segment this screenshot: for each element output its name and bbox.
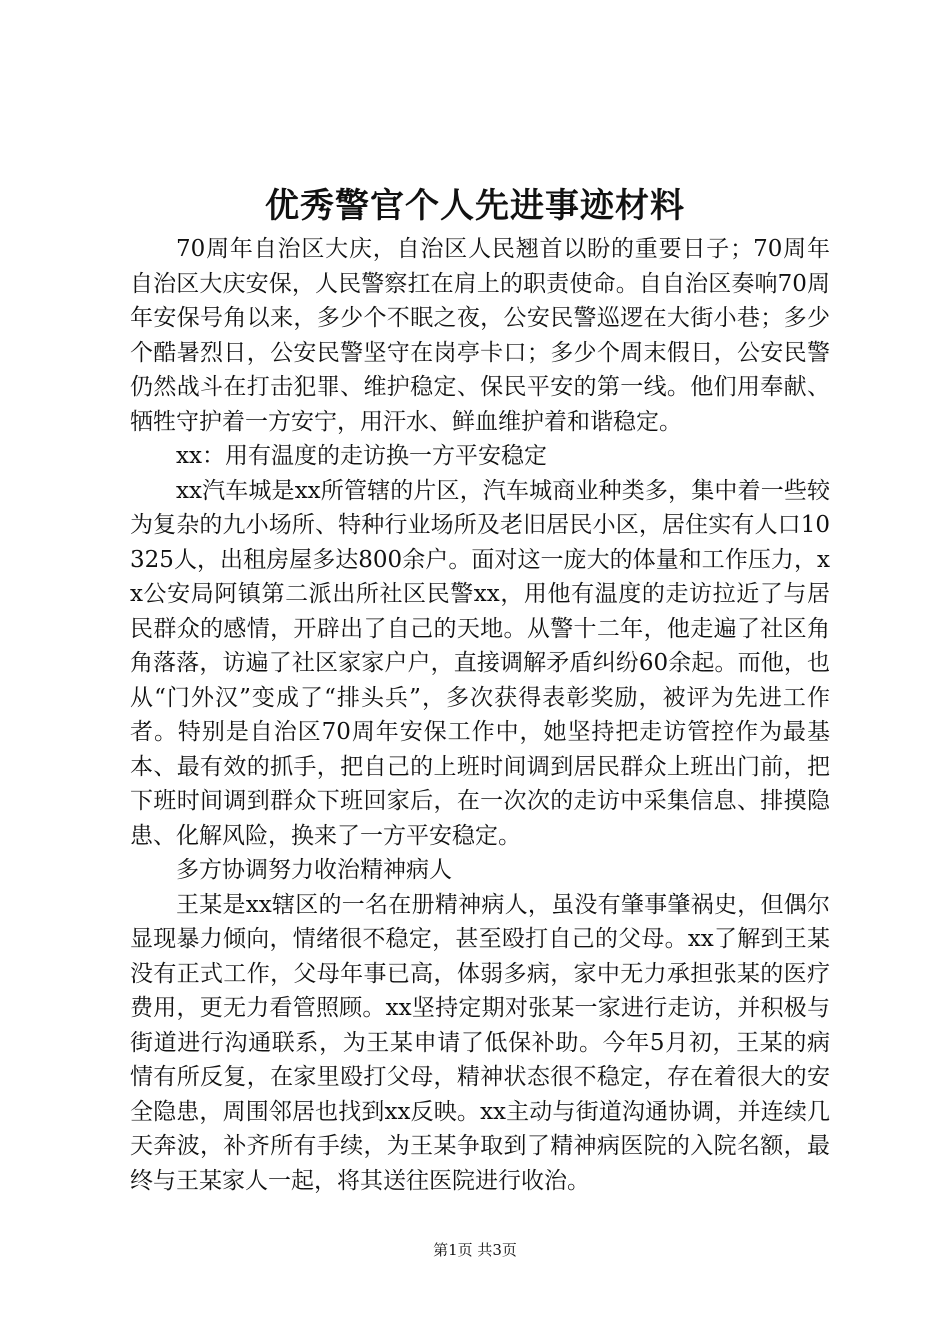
section-heading-treatment: 多方协调努力收治精神病人 xyxy=(176,857,452,883)
paragraph-intro: 70周年自治区大庆，自治区人民翘首以盼的重要日子；70周年自治区大庆安保，人民警察扛在肩上的职责使命。自自治区奏响70周年安保号角以来，多少个不眠之夜，公安民警巡逻在大街小巷；多少个酷暑烈日，公安民警坚守在岗亭卡口；多少个周末假日，公安民警仍然战斗在打击犯罪、维护稳定、保民平安的第一线。他们用奉献、牺牲守护着一方安宁，用汗水、鲜血维护着和谐稳定。 xyxy=(130,236,830,435)
paragraph-treatment: 王某是xx辖区的一名在册精神病人，虽没有肇事肇祸史，但偶尔显现暴力倾向，情绪很不稳定，甚至殴打自己的父母。xx了解到王某没有正式工作，父母年事已高，体弱多病，家中无力承担张某的医疗费用，更无力看管照顾。xx坚持定期对张某一家进行走访，并积极与街道进行沟通联系，为王某申请了低保补助。今年5月初，王某的病情有所反复，在家里殴打父母，精神状态很不稳定，存在着很大的安全隐患，周围邻居也找到xx反映。xx主动与街道沟通协调，并连续几天奔波，补齐所有手续，为王某争取到了精神病医院的入院名额，最终与王某家人一起，将其送往医院进行收治。 xyxy=(130,891,830,1194)
section-heading-visits: xx：用有温度的走访换一方平安稳定 xyxy=(176,443,547,469)
page-number-footer: 第1页 共3页 xyxy=(433,1241,517,1259)
document-body xyxy=(130,232,830,1198)
document-title: 优秀警官个人先进事迹材料 xyxy=(265,186,685,226)
paragraph-visits: xx汽车城是xx所管辖的片区，汽车城商业种类多，集中着一些较为复杂的九小场所、特种行业场所及老旧居民小区，居住实有人口10325人，出租房屋多达800余户。面对这一庞大的体量和工作压力，xx公安局阿镇第二派出所社区民警xx，用他有温度的走访拉近了与居民群众的感情，开辟出了自己的天地。从警十二年，他走遍了社区角角落落，访遍了社区家家户户，直接调解矛盾纠纷60余起。而他，也从“门外汉”变成了“排头兵”，多次获得表彰奖励，被评为先进工作者。特别是自治区70周年安保工作中，她坚持把走访管控作为最基本、最有效的抓手，把自己的上班时间调到居民群众上班出门前，把下班时间调到群众下班回家后，在一次次的走访中采集信息、排摸隐患、化解风险，换来了一方平安稳定。 xyxy=(130,477,830,849)
